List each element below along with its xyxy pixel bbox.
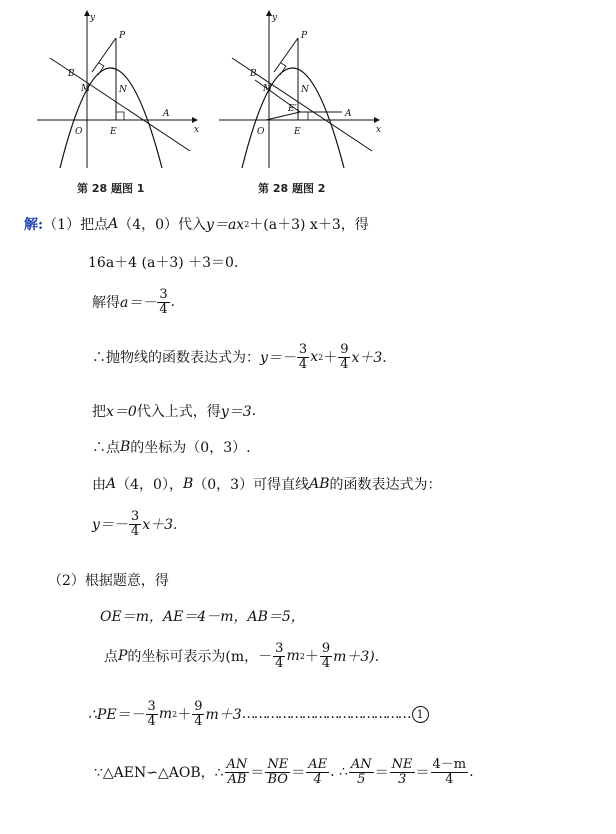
fraction-numerator: 3 — [147, 699, 156, 714]
p1-l7-c: （4，0）， — [116, 477, 183, 493]
fraction-numerator: AN — [226, 757, 248, 772]
label-p: P — [301, 31, 308, 41]
p1-l3-end: . — [170, 294, 176, 311]
right-angle-e — [116, 112, 124, 120]
fraction-denominator: 4 — [275, 655, 284, 671]
p1-l1-e: 2 — [244, 219, 250, 229]
fraction-denominator: 4 — [340, 356, 349, 372]
fraction — [146, 700, 158, 728]
p2-l5-end: . — [469, 764, 474, 781]
p1-l1-f: ＋(a＋3) x＋3，得 — [249, 217, 369, 233]
p2-l4-a: ∴PE＝－ — [88, 707, 145, 724]
label-p: P — [119, 31, 126, 41]
figure-1-diagram — [32, 8, 212, 173]
label-a: A — [163, 109, 170, 119]
solution-line-10 — [100, 606, 305, 626]
fraction — [297, 343, 309, 371]
fraction-numerator: 4－m — [432, 757, 467, 772]
p2-l3-b: P — [118, 648, 128, 665]
fraction-numerator: 9 — [194, 699, 203, 714]
p1-l8-b: x＋3. — [142, 517, 178, 534]
p1-l4-c: x — [310, 349, 319, 366]
p1-l5-b: x＝0 — [106, 404, 137, 420]
fraction-denominator: 4 — [321, 655, 331, 671]
p1-l1-a: （1）把点 — [43, 217, 109, 233]
fraction — [192, 700, 204, 728]
fraction-numerator: 3 — [275, 641, 284, 656]
solution-line-12 — [88, 700, 429, 728]
p1-l7-g: 的函数表达式为： — [329, 477, 442, 493]
fraction — [349, 758, 374, 786]
right-angle-e — [300, 112, 308, 120]
p1-l5-c: 代入上式，得 — [136, 404, 221, 420]
p1-l3-a: 解得 — [92, 295, 120, 312]
segment-pm — [274, 38, 298, 72]
p1-l1-c: （4，0）代入 — [118, 217, 207, 233]
fraction-denominator: 4 — [130, 523, 140, 539]
solution-line-8 — [92, 510, 177, 538]
p2-l1: （2）根据题意，得 — [48, 573, 169, 589]
fraction-numerator: 3 — [159, 287, 168, 302]
solution-line-4 — [92, 343, 387, 371]
x-axis-arrow — [374, 117, 380, 123]
equation-number-1: 1 — [412, 706, 429, 723]
p1-l7-a: 由 — [92, 477, 106, 493]
p2-l5-a: ∵△AEN∽△AOB，∴ — [94, 765, 224, 782]
fraction-numerator: NE — [267, 757, 289, 772]
fraction — [265, 758, 290, 786]
fraction-denominator: 4 — [159, 301, 168, 317]
label-n: N — [119, 85, 127, 95]
label-b: B — [68, 69, 75, 79]
p2-l4-c: ＋ — [177, 707, 192, 724]
p1-l1-d: y＝ax — [206, 217, 245, 233]
label-y: y — [272, 13, 278, 23]
label-o: O — [257, 127, 265, 137]
p1-l4-a: ∴抛物线的函数表达式为： — [92, 350, 260, 367]
fraction — [273, 642, 285, 670]
label-x: x — [194, 125, 200, 135]
p1-l7-e: （0，3）可得直线 — [193, 477, 310, 493]
fraction — [431, 758, 469, 786]
p1-l6-b: B — [120, 439, 131, 455]
figure-2 — [214, 8, 394, 173]
fraction-denominator: 5 — [357, 771, 366, 787]
parabola — [60, 68, 162, 168]
fraction — [306, 758, 329, 786]
label-e: E — [110, 127, 117, 137]
p1-l6-c: 的坐标为（0，3）. — [130, 440, 251, 456]
label-m: M — [81, 84, 91, 94]
fraction-denominator: 4 — [147, 713, 156, 729]
p1-l1-b: A — [108, 216, 119, 232]
fraction-numerator: NE — [391, 757, 413, 772]
right-angle-m — [98, 63, 104, 75]
fraction — [129, 510, 141, 538]
fraction — [225, 758, 250, 786]
solution-line-7 — [92, 474, 441, 494]
fraction-denominator: 4 — [445, 771, 454, 787]
fraction-denominator: 4 — [298, 356, 308, 372]
p1-l4-b: y＝－ — [260, 350, 296, 367]
label-o: O — [75, 127, 83, 137]
p2-l3-d: m — [286, 648, 300, 665]
label-x: x — [376, 125, 382, 135]
p1-l7-d: B — [182, 476, 194, 492]
p1-l8-a: y＝－ — [92, 517, 128, 534]
solution-line-5 — [92, 401, 256, 421]
segment-pm — [92, 38, 116, 72]
solution-line-13 — [94, 758, 474, 786]
p2-l4-b: m — [158, 706, 173, 723]
p1-l5-a: 把 — [92, 404, 106, 420]
fraction-numerator: 3 — [298, 342, 308, 357]
figure-1 — [32, 8, 212, 173]
fraction — [320, 642, 332, 670]
label-n: N — [301, 85, 309, 95]
equals-sign: ＝ — [250, 765, 265, 782]
p2-l3-e: ＋ — [304, 649, 319, 666]
fraction-denominator: 4 — [194, 713, 203, 729]
fraction — [338, 343, 350, 371]
fraction-denominator: 4 — [313, 771, 322, 787]
p2-l2: OE＝m，AE＝4－m，AB＝5， — [100, 609, 305, 625]
fraction-denominator: BO — [267, 771, 288, 787]
p1-l6-a: ∴点 — [92, 440, 120, 456]
p1-l2: 16a＋4 (a＋3) ＋3＝0. — [88, 255, 239, 271]
p1-l4-e: x＋3. — [351, 350, 387, 367]
p2-l5-b: . ∴ — [330, 764, 348, 781]
p1-l7-b: A — [106, 476, 117, 492]
solution-line-9 — [48, 570, 169, 590]
p2-l4-dots: …………………………………… — [241, 706, 410, 723]
fraction — [157, 288, 169, 316]
label-e: E — [294, 127, 301, 137]
label-e-prime: E′ — [288, 104, 297, 114]
right-angle-m — [280, 63, 286, 75]
label-b: B — [250, 69, 257, 79]
p1-l3-b: a＝－ — [120, 295, 157, 312]
equals-sign: ＝ — [291, 765, 306, 782]
x-axis-arrow — [192, 117, 198, 123]
solution-label: 解: — [24, 217, 44, 233]
fraction-denominator: 3 — [397, 771, 407, 787]
fraction — [390, 758, 415, 786]
p2-l3-a: 点 — [104, 649, 118, 666]
solution-line-6 — [92, 437, 251, 457]
p1-l7-f: AB — [309, 476, 330, 492]
parabola — [242, 68, 344, 168]
p2-l3-sq: 2 — [299, 651, 305, 661]
solution-line-3 — [92, 288, 175, 316]
figure-2-diagram — [214, 8, 394, 173]
label-y: y — [90, 13, 96, 23]
solution-line-2 — [88, 252, 238, 272]
fraction-numerator: AE — [308, 757, 328, 772]
fraction-denominator: AB — [227, 771, 247, 787]
equals-sign: ＝ — [415, 765, 430, 782]
p1-l5-d: y＝3 — [220, 404, 252, 420]
p2-l4-sq: 2 — [172, 709, 178, 719]
fraction-numerator: 9 — [321, 641, 331, 656]
figure-1-caption: 第 28 题图 1 — [77, 182, 145, 195]
p2-l3-f: m＋3). — [333, 649, 380, 666]
p2-l3-c: 的坐标可表示为(m，－ — [127, 649, 273, 666]
fraction-numerator: 9 — [340, 342, 349, 357]
p2-l4-d: m＋3 — [205, 707, 242, 724]
solution-line-11 — [104, 642, 379, 670]
solution-line-1 — [24, 214, 369, 234]
label-a: A — [345, 109, 352, 119]
fraction-numerator: 3 — [130, 509, 140, 524]
p1-l4-d: ＋ — [323, 350, 338, 367]
equals-sign: ＝ — [374, 765, 389, 782]
fraction-numerator: AN — [350, 757, 372, 772]
figure-2-caption: 第 28 题图 2 — [258, 182, 326, 195]
p1-l4-sq: 2 — [318, 352, 324, 362]
label-m: M — [263, 84, 273, 94]
p1-l5-e: . — [251, 403, 257, 419]
